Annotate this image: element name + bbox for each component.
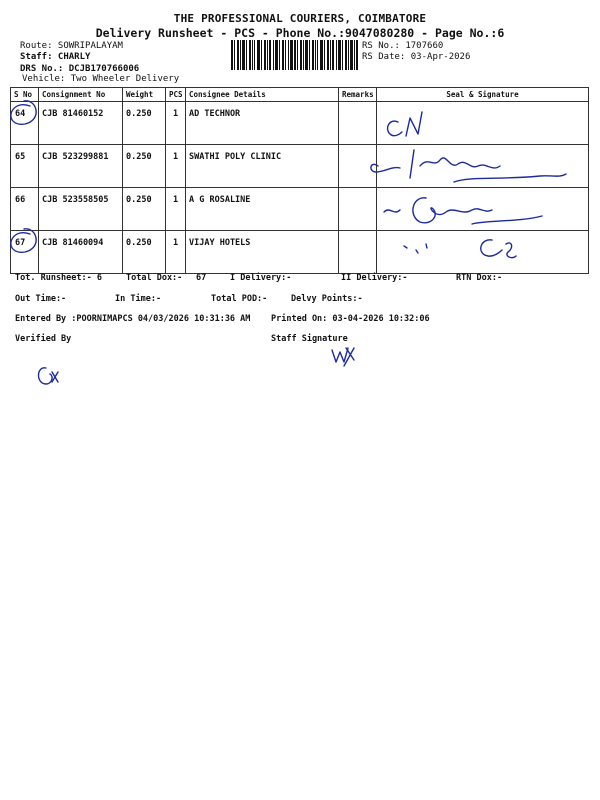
runsheet-table: [10, 87, 589, 274]
table-row: [11, 145, 589, 188]
table-header-row: [11, 88, 589, 102]
entered-by: Entered By :POORNIMAPCS 04/03/2026 10:31:36 AM: [15, 314, 251, 324]
col-weight: Weight: [123, 88, 166, 102]
row-seal-signature: [377, 145, 589, 188]
table-row: [11, 102, 589, 145]
row-weight: 0.250: [123, 102, 166, 145]
row-consignee: AD TECHNOR: [186, 102, 339, 145]
col-pcs: PCS: [166, 88, 186, 102]
delivery-points: Delvy Points:-: [291, 294, 363, 304]
company-title: THE PROFESSIONAL COURIERS, COIMBATORE: [173, 12, 427, 25]
col-consignment: Consignment No: [39, 88, 123, 102]
ii-delivery: II Delivery:-: [341, 273, 408, 283]
row-consignment: CJB 523299881: [39, 145, 123, 188]
in-time: In Time:-: [115, 294, 162, 304]
table-row: [11, 188, 589, 231]
total-runsheet: Tot. Runsheet:- 6: [15, 273, 102, 283]
row-consignee: SWATHI POLY CLINIC: [186, 145, 339, 188]
row-remarks: [339, 102, 377, 145]
route-label: Route: SOWRIPALAYAM: [20, 41, 123, 51]
row-remarks: [339, 231, 377, 274]
out-time: Out Time:-: [15, 294, 67, 304]
row-pcs: 1: [166, 188, 186, 231]
total-pod: Total POD:-: [211, 294, 268, 304]
row-seal-signature: [377, 102, 589, 145]
row-sno: 67: [11, 231, 39, 274]
col-consignee: Consignee Details: [186, 88, 339, 102]
row-sno: 66: [11, 188, 39, 231]
drs-number: DRS No.: DCJB170766006: [20, 64, 140, 74]
staff-label: Staff: CHARLY: [20, 52, 91, 62]
i-delivery: I Delivery:-: [230, 273, 292, 283]
row-consignee: A G ROSALINE: [186, 188, 339, 231]
row-sno: 65: [11, 145, 39, 188]
row-consignment: CJB 81460152: [39, 102, 123, 145]
rs-number: RS No.: 1707660: [362, 41, 444, 51]
row-pcs: 1: [166, 145, 186, 188]
row-seal-signature: [377, 188, 589, 231]
table-row: [11, 231, 589, 274]
runsheet-subtitle: Delivery Runsheet - PCS - Phone No.:9047080280 - Page No.:6: [95, 26, 505, 40]
row-seal-signature: [377, 231, 589, 274]
printed-on: Printed On: 03-04-2026 10:32:06: [271, 314, 430, 324]
barcode: [231, 40, 358, 70]
verified-by: Verified By: [15, 334, 72, 344]
total-dox-label: Total Dox:-: [126, 273, 183, 283]
row-consignment: CJB 81460094: [39, 231, 123, 274]
row-remarks: [339, 188, 377, 231]
rs-date: RS Date: 03-Apr-2026: [362, 52, 471, 62]
row-remarks: [339, 145, 377, 188]
row-consignment: CJB 523558505: [39, 188, 123, 231]
col-remarks: Remarks: [339, 88, 377, 102]
row-weight: 0.250: [123, 145, 166, 188]
vehicle-label: Vehicle: Two Wheeler Delivery: [22, 74, 180, 84]
row-pcs: 1: [166, 102, 186, 145]
col-signature: Seal & Signature: [377, 88, 589, 102]
rtn-dox: RTN Dox:-: [456, 273, 503, 283]
row-sno: 64: [11, 102, 39, 145]
total-dox-value: 67: [196, 273, 207, 283]
staff-signature: Staff Signature: [271, 334, 348, 344]
row-pcs: 1: [166, 231, 186, 274]
row-consignee: VIJAY HOTELS: [186, 231, 339, 274]
col-sno: S No: [11, 88, 39, 102]
row-weight: 0.250: [123, 188, 166, 231]
row-weight: 0.250: [123, 231, 166, 274]
